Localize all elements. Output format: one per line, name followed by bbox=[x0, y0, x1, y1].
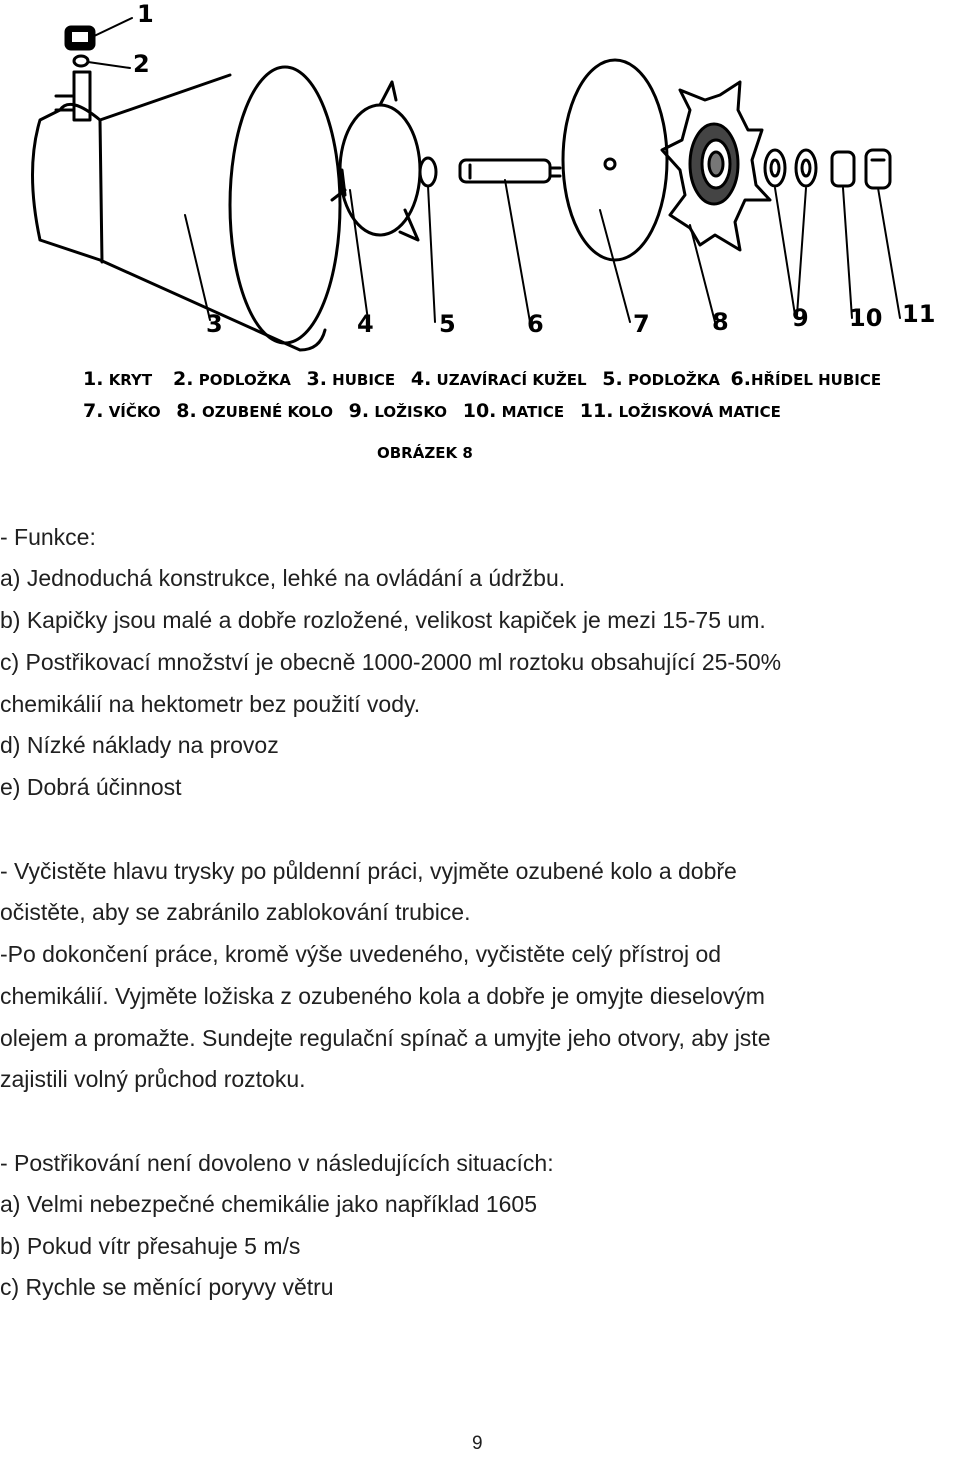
legend-item: 8. OZUBENÉ KOLO bbox=[176, 400, 333, 422]
text-line: e) Dobrá účinnost bbox=[0, 774, 182, 800]
legend-item: 11. LOŽISKOVÁ MATICE bbox=[579, 400, 781, 422]
page-number: 9 bbox=[472, 1433, 483, 1454]
text-line: c) Rychle se měnící poryvy větru bbox=[0, 1274, 334, 1300]
legend-item: 6.HŘÍDEL HUBICE bbox=[730, 368, 882, 390]
part-number-10: 10 bbox=[849, 304, 883, 332]
legend-item: 2. PODLOŽKA bbox=[173, 368, 291, 390]
legend-item: 7. VÍČKO bbox=[83, 400, 161, 422]
part-number-3: 3 bbox=[206, 310, 223, 338]
text-line: a) Velmi nebezpečné chemikálie jako například 1605 bbox=[0, 1191, 537, 1217]
legend-item: 3. HUBICE bbox=[306, 368, 396, 390]
text-line: -Po dokončení práce, kromě výše uvedeného, vyčistěte celý přístroj od bbox=[0, 941, 722, 967]
text-line: d) Nízké náklady na provoz bbox=[0, 732, 279, 758]
part-number-9: 9 bbox=[792, 304, 809, 332]
legend-item: 9. LOŽISKO bbox=[348, 400, 448, 422]
text-line: b) Pokud vítr přesahuje 5 m/s bbox=[0, 1233, 301, 1259]
part-lid-drawing bbox=[563, 60, 667, 260]
legend-item: 5. PODLOŽKA bbox=[602, 368, 721, 390]
text-line: očistěte, aby se zabránilo zablokování trubice. bbox=[0, 899, 471, 925]
text-line: a) Jednoduchá konstrukce, lehké na ovládání a údržbu. bbox=[0, 565, 566, 591]
text-line: olejem a promažte. Sundejte regulační spínač a umyjte jeho otvory, aby jste bbox=[0, 1025, 771, 1051]
text-line: chemikálií na hektometr bez použití vody. bbox=[0, 691, 421, 717]
text-line: - Funkce: bbox=[0, 524, 96, 550]
part-number-6: 6 bbox=[527, 310, 544, 338]
text-line: - Postřikování není dovoleno v následujících situacích: bbox=[0, 1150, 554, 1176]
legend-item: 1. KRYT bbox=[83, 368, 153, 390]
part-number-11: 11 bbox=[902, 300, 936, 328]
text-line: chemikálií. Vyjměte ložiska z ozubeného kola a dobře je omyjte dieselovým bbox=[0, 983, 765, 1009]
part-gear-drawing bbox=[662, 82, 770, 250]
part-bearings-nuts-drawing bbox=[765, 150, 890, 188]
part-washer-drawing bbox=[420, 158, 436, 186]
text-line: zajistili volný průchod roztoku. bbox=[0, 1066, 306, 1092]
legend-item: 4. UZAVÍRACÍ KUŽEL bbox=[410, 368, 587, 390]
part-number-8: 8 bbox=[712, 308, 729, 336]
figure-caption: OBRÁZEK 8 bbox=[377, 444, 473, 462]
part-number-5: 5 bbox=[439, 310, 456, 338]
part-closing-cone-drawing bbox=[332, 82, 420, 240]
text-line: - Vyčistěte hlavu trysky po půldenní práci, vyjměte ozubené kolo a dobře bbox=[0, 858, 737, 884]
part-number-2: 2 bbox=[133, 50, 150, 78]
part-number-7: 7 bbox=[633, 310, 650, 338]
part-shaft-drawing bbox=[460, 160, 560, 182]
legend-row-1 bbox=[83, 368, 881, 390]
legend-row-2 bbox=[83, 400, 781, 422]
legend-item: 10. MATICE bbox=[462, 400, 565, 422]
part-number-4: 4 bbox=[357, 310, 374, 338]
text-line: c) Postřikovací množství je obecně 1000-2000 ml roztoku obsahující 25-50% bbox=[0, 649, 782, 675]
part-number-1: 1 bbox=[137, 0, 154, 28]
text-line: b) Kapičky jsou malé a dobře rozložené, velikost kapiček je mezi 15-75 um. bbox=[0, 607, 766, 633]
